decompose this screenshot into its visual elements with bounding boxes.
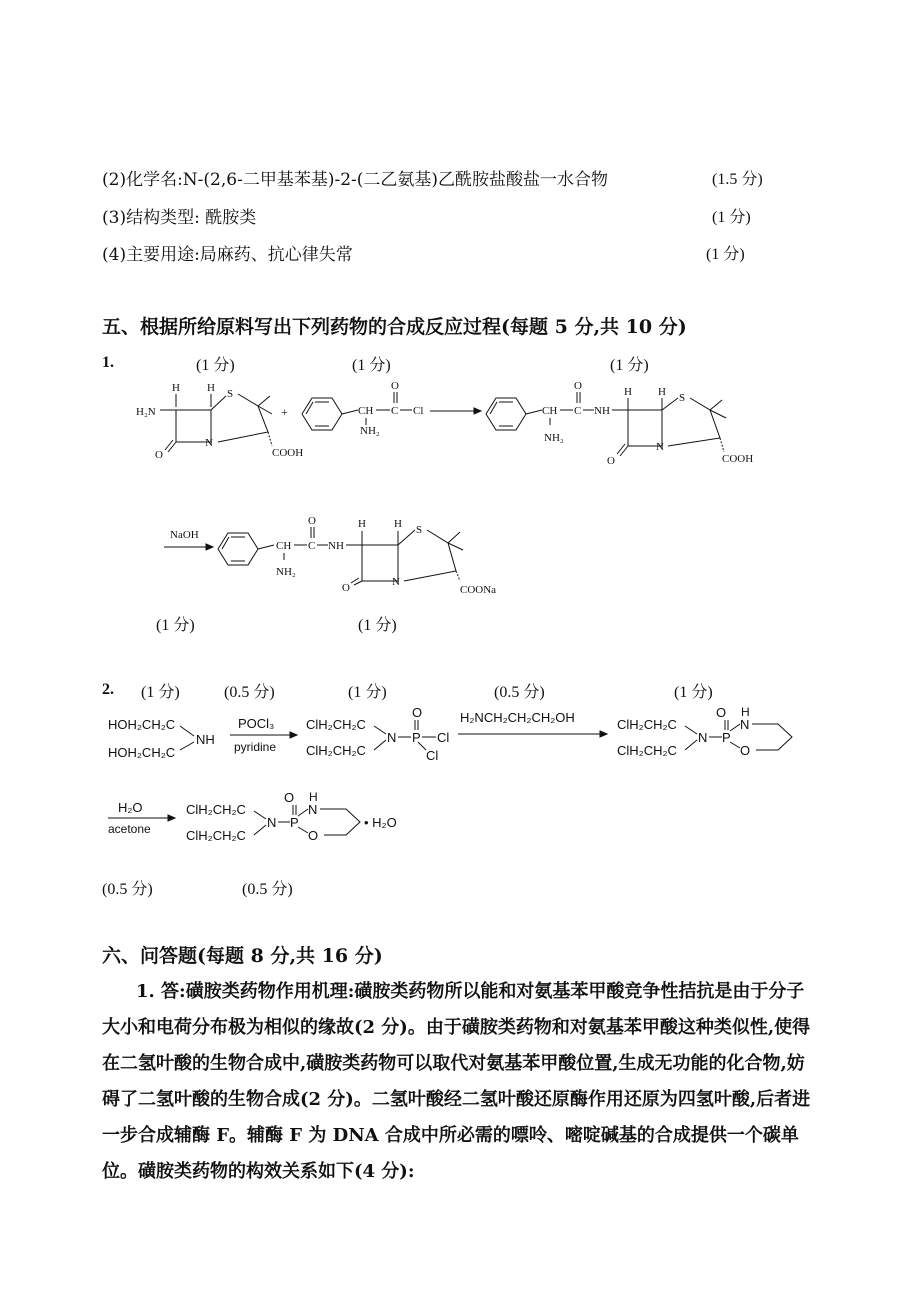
cph-ring-n: N	[308, 802, 318, 817]
amp-cooh: COOH	[722, 453, 754, 465]
reagent-naoh: NaOH	[170, 529, 199, 541]
q1-score-5: (1 分)	[358, 617, 397, 634]
pgc-ch: CH	[358, 405, 374, 417]
amp-nh2: NH₂	[544, 432, 564, 444]
q2-score-1: (1 分)	[141, 684, 180, 701]
pgc-cl: Cl	[413, 405, 424, 417]
cph-p: P	[290, 815, 299, 830]
cp-arm-1: ClH₂CH₂C	[617, 717, 677, 732]
cph-arm-2: ClH₂CH₂C	[186, 828, 246, 843]
diethanolamine-arm-2: HOH₂CH₂C	[108, 745, 176, 760]
amp-n: N	[656, 441, 664, 453]
diethanolamine-arm-1: HOH₂CH₂C	[108, 717, 176, 732]
cp-arm-2: ClH₂CH₂C	[617, 743, 677, 758]
cp-ring-n: N	[740, 717, 750, 732]
cp-h: H	[741, 705, 750, 719]
reagent-aminopropanol: H₂NCH₂CH₂CH₂OH	[460, 710, 575, 725]
q2-scheme-row1	[0, 700, 920, 770]
reagent-water: H₂O	[118, 800, 143, 815]
amps-o2: O	[342, 582, 350, 594]
q2-score-3: (1 分)	[348, 684, 387, 701]
amp-ch: CH	[542, 405, 558, 417]
cyclophosphamide	[617, 705, 792, 758]
q1-scheme-row2	[0, 505, 920, 605]
apa-n: N	[205, 437, 213, 449]
plus-sign: +	[281, 405, 288, 419]
pgc-c: C	[391, 405, 399, 417]
apa-h1: H	[172, 382, 180, 394]
cp-ring-o: O	[740, 743, 751, 758]
cph-arm-1: ClH₂CH₂C	[186, 802, 246, 817]
item-structure-type: (3)结构类型: 酰胺类	[102, 208, 257, 228]
amp-h2: H	[658, 386, 666, 398]
cph-h: H	[309, 790, 318, 804]
amps-ch: CH	[276, 540, 292, 552]
cp-o: O	[716, 705, 727, 720]
q1-number: 1.	[102, 354, 114, 371]
amps-c: C	[308, 540, 316, 552]
amp-c: C	[574, 405, 582, 417]
q2-scheme-row2	[0, 785, 920, 855]
amp-o: O	[574, 380, 582, 392]
q2-score-2: (0.5 分)	[224, 684, 275, 701]
item-main-use-score: (1 分)	[706, 246, 745, 263]
apa-h2: H	[207, 382, 215, 394]
pd-cl-1: Cl	[437, 730, 450, 745]
apa-o: O	[155, 449, 163, 461]
amp-h1: H	[624, 386, 632, 398]
amps-coona: COONa	[460, 584, 497, 596]
q2-score-4: (0.5 分)	[494, 684, 545, 701]
reagent-acetone: acetone	[108, 822, 151, 836]
amp-nh: NH	[594, 405, 610, 417]
q2-score-5: (1 分)	[674, 684, 713, 701]
q1-score-1: (1 分)	[196, 357, 235, 374]
amps-h2: H	[394, 518, 402, 530]
answer-paragraph	[102, 974, 822, 1190]
cp-p: P	[722, 730, 731, 745]
pd-o: O	[412, 705, 423, 720]
amps-s: S	[416, 524, 423, 536]
apa-s: S	[227, 388, 234, 400]
pgc-o: O	[391, 380, 399, 392]
q1-scheme-row1	[0, 370, 920, 500]
pd-p: P	[412, 730, 421, 745]
cyclophosphamide-hydrate	[186, 790, 397, 843]
q2-score-6: (0.5 分)	[102, 881, 153, 898]
cp-n: N	[698, 730, 708, 745]
diethanolamine-nh: NH	[196, 732, 215, 747]
phenylglycyl-chloride	[302, 380, 423, 437]
apa-molecule	[136, 382, 303, 461]
section6-title: 六、问答题(每题 8 分,共 16 分)	[102, 945, 383, 967]
pd-arm-1: ClH₂CH₂C	[306, 717, 366, 732]
pd-arm-2: ClH₂CH₂C	[306, 743, 366, 758]
amps-h1: H	[358, 518, 366, 530]
item-main-use: (4)主要用途:局麻药、抗心律失常	[102, 245, 353, 265]
pgc-nh2: NH₂	[360, 425, 380, 437]
amps-nh: NH	[328, 540, 344, 552]
apa-cooh: COOH	[272, 447, 304, 459]
q2-number: 2.	[102, 681, 114, 698]
amps-nh2: NH₂	[276, 566, 296, 578]
pd-cl-2: Cl	[426, 748, 439, 763]
cph-ring-o: O	[308, 828, 319, 843]
amps-o: O	[308, 515, 316, 527]
item-chemical-name: (2)化学名:N-(2,6-二甲基苯基)-2-(二乙氨基)乙酰胺盐酸盐一水合物	[102, 170, 609, 190]
cph-o: O	[284, 790, 295, 805]
amp-s: S	[679, 392, 686, 404]
answer-text: 磺胺类药物作用机理:磺胺类药物所以能和对氨基苯甲酸竞争性拮抗是由于分子大小和电荷分布极为相似的缘故(2 分)。由于磺胺类药物和对氨基苯甲酸这种类似性,使得在二氢叶酸的生物合成中,磺胺类药物可以取代对氨基苯甲酸位置,生成无功能的化合物,妨碍了二氢叶酸的生物合成(2 分)。二氢叶酸经二氢叶酸还原酶作用还原为四氢叶酸,后者进一步合成辅酶 F。辅酶 F 为 DNA 合成中所必需的嘌呤、嘧啶碱基的合成提供一个碳单位。磺胺类药物的构效关系如下(4 分):	[102, 981, 811, 1182]
reagent-pocl3: POCl₃	[238, 716, 275, 731]
reagent-pyridine: pyridine	[234, 740, 277, 754]
pd-n: N	[387, 730, 397, 745]
q1-score-4: (1 分)	[156, 617, 195, 634]
phosphoramide-dichloride	[306, 705, 449, 763]
q1-score-3: (1 分)	[610, 357, 649, 374]
q2-score-7: (0.5 分)	[242, 881, 293, 898]
item-structure-type-score: (1 分)	[712, 209, 751, 226]
section5-title: 五、根据所给原料写出下列药物的合成反应过程(每题 5 分,共 10 分)	[102, 316, 687, 338]
cph-hydrate: • H₂O	[364, 815, 397, 830]
apa-h2n: H₂N	[136, 406, 156, 418]
ampicillin-sodium	[218, 515, 496, 596]
amps-n: N	[392, 576, 400, 588]
amp-o2: O	[607, 455, 615, 467]
item-chemical-name-score: (1.5 分)	[712, 171, 763, 188]
cph-n: N	[267, 815, 277, 830]
ampicillin-acid	[486, 380, 753, 467]
answer-label: 1. 答:	[136, 981, 186, 1002]
q1-score-2: (1 分)	[352, 357, 391, 374]
